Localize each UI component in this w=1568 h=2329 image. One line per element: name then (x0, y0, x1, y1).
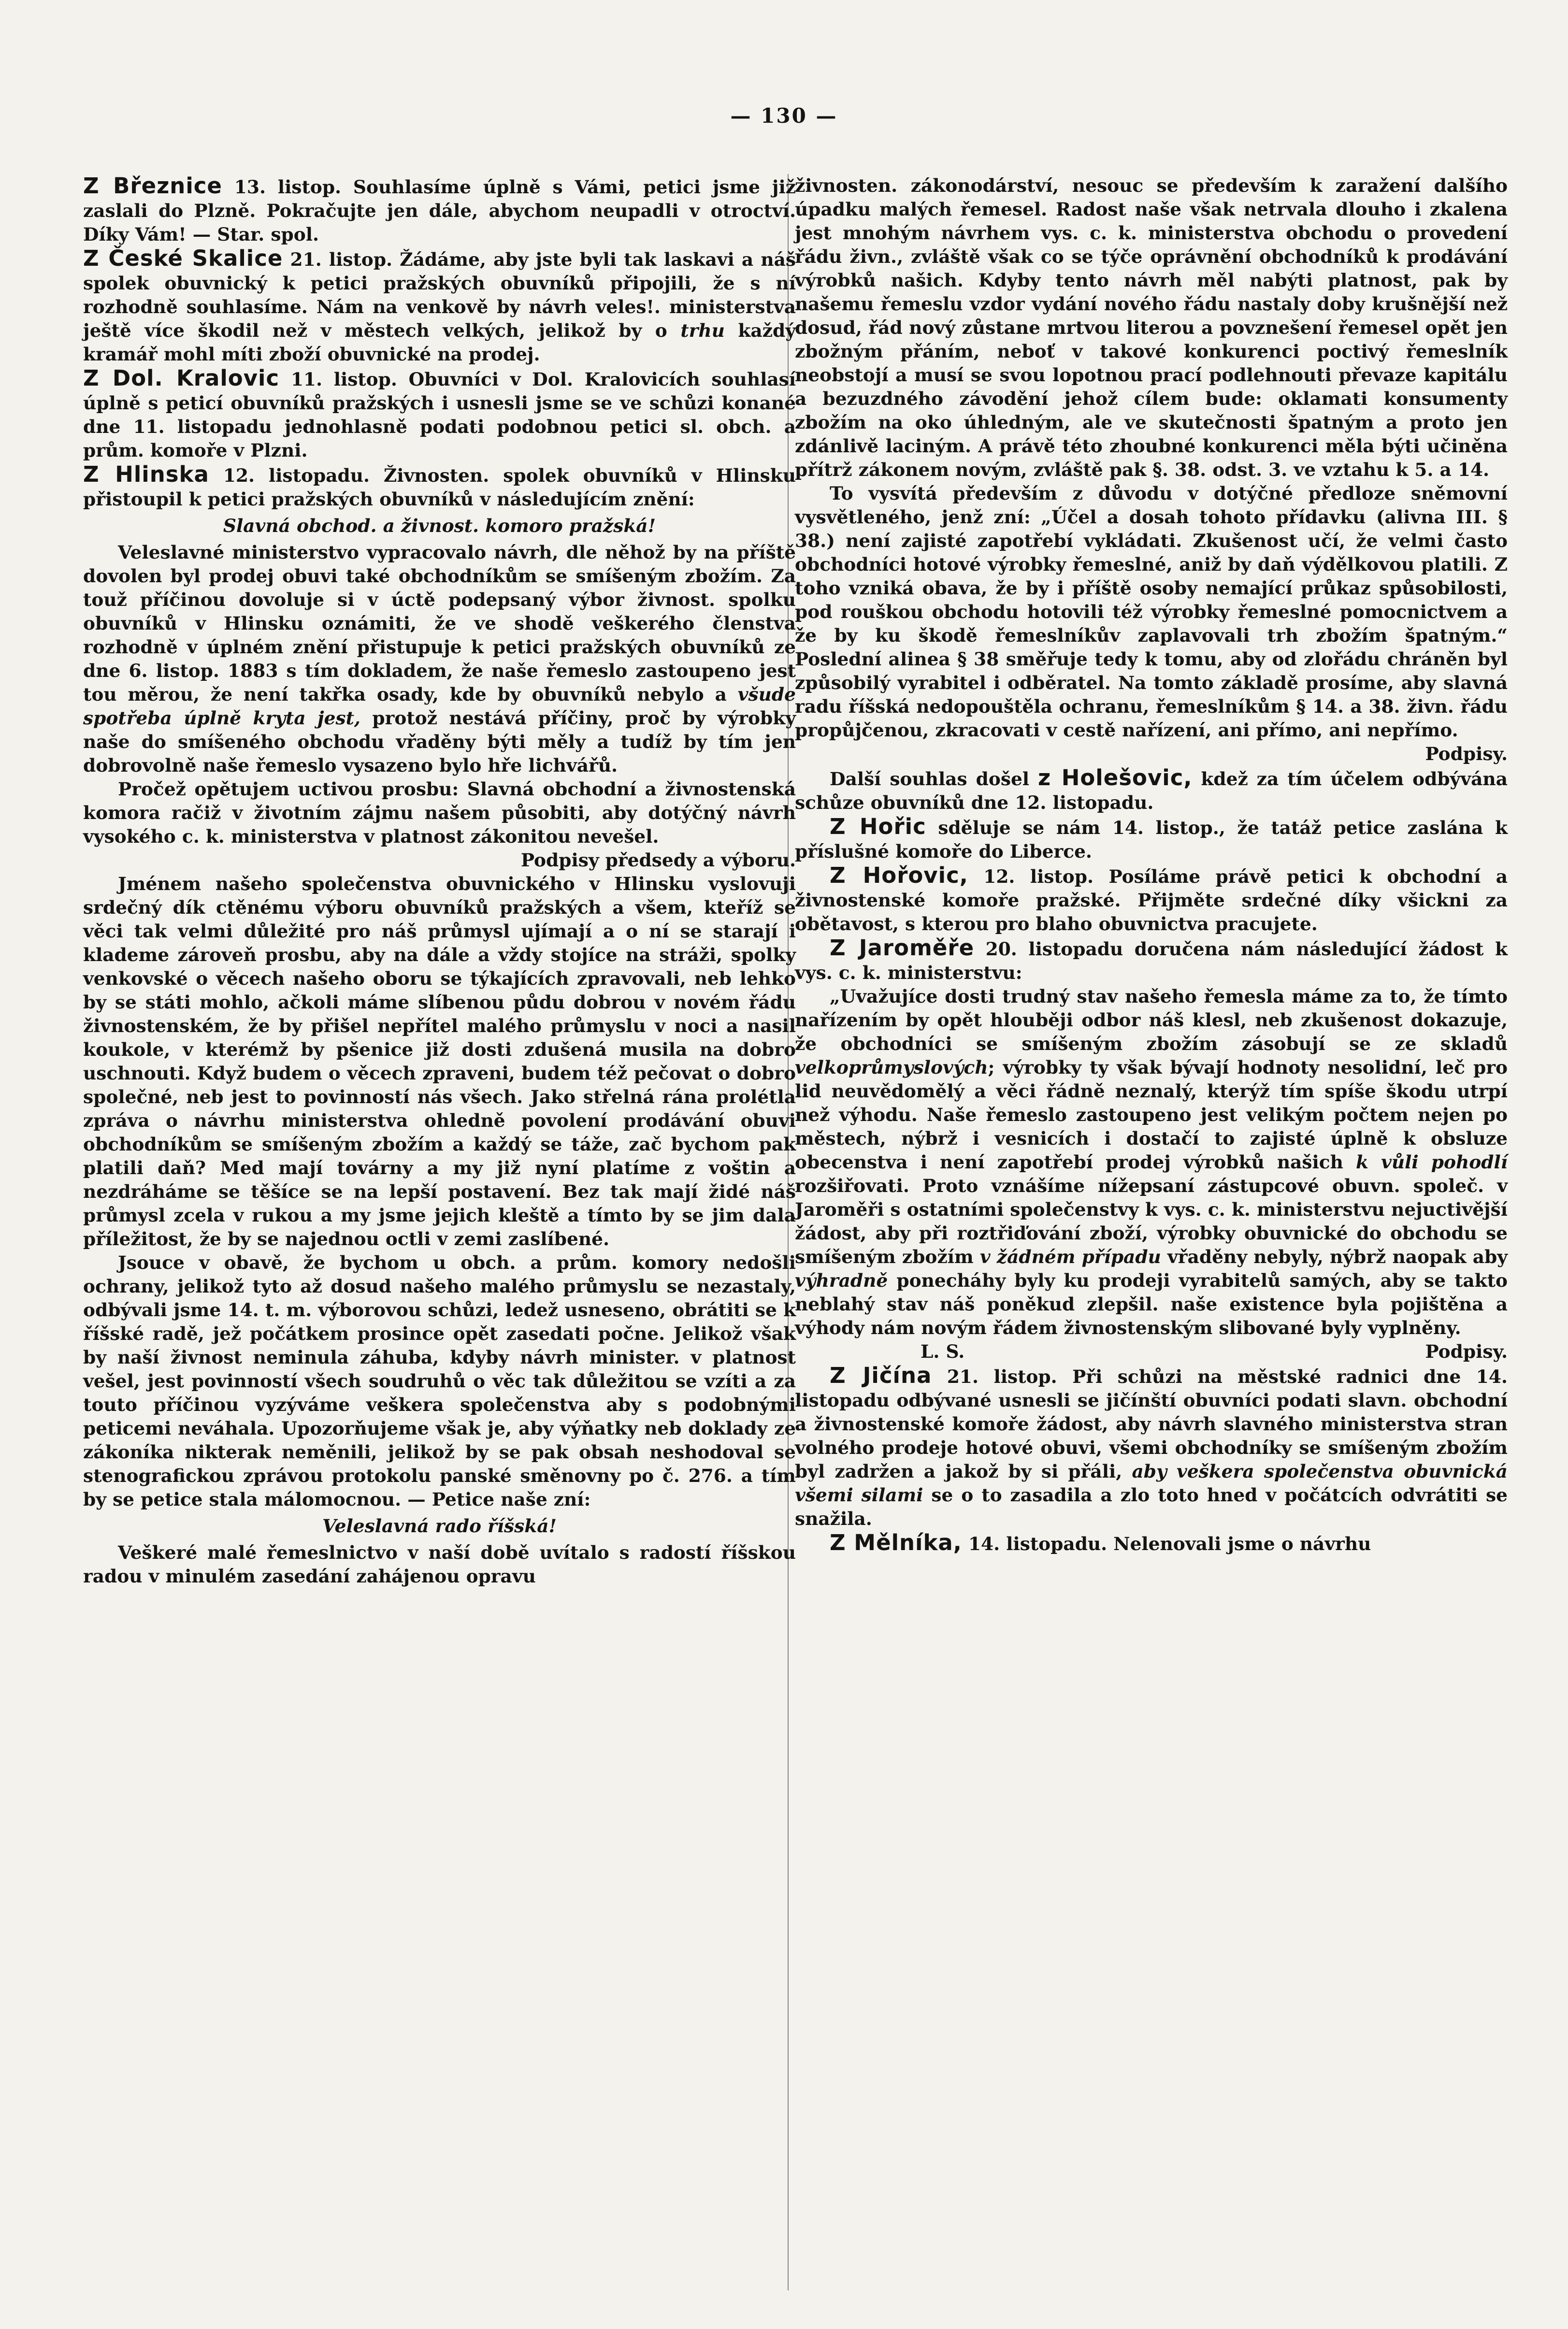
paragraph: živnosten. zákonodárství, nesouc se především k zaražení dalšího úpadku malých řemesel. Radost naše však netrvala dlouho i zkalena jest mnohým návrhem vys. c. k. ministerstva obchodu o provedení řádu živn., zvláště však co se týče oprávnění obchodníků k prodávání výrobků našich. Kdyby tento návrh měl nabýti platnost, pak by našemu řemeslu vzdor vydání nového řádu nastaly doby krušnější než dosud, řád nový zůstane mrtvou literou a povznešení řemesel opět jen zbožným přáním, neboť v takové konkurenci poctivý řemeslník neobstojí a musí se svou lopotnou prací podlehnouti převaze kapitálu a bezuzdného závodění jehož cílem bude: oklamati konsumenty zbožím na oko úhledným, ale ve skutečnosti špatným a proto jen zdánlivě laciným. A právě této zhoubné konkurenci měla býti učiněna přítrž zákonem novým, zvláště pak §. 38. odst. 3. ve vztahu k 5. a 14. (795, 175, 1508, 480)
text: vřaděny nebyly, nýbrž naopak aby (1167, 1246, 1508, 1267)
report-text: 12. listopadu. Živnosten. spolek obuvníků v Hlinsku přistoupil k petici pražských obuvníků v následujícím znění: (83, 465, 796, 510)
signature-line: Podpisy. (1425, 743, 1508, 764)
report-ceska-skalice (83, 246, 796, 366)
report-hlinsko (83, 462, 796, 511)
text: kdež za tím účelem odbývána schůze obuvníků dne 12. listopadu. (795, 768, 1508, 813)
report-dol-kralovice (83, 366, 796, 462)
report-text: 21. listop. Při schůzi na městské radnici dne 14. listopadu odbývané usnesli se jičínští obuvníci podati slavn. obchodní a živnostenské komoře žádost, aby návrh slavného ministerstva stran volného prodeje hotové obuvi, všemi obchodníky se smíšeným zbožím byl zadržen a jakož by si přáli, (795, 1366, 1508, 1482)
report-text: 13. listop. Souhlasíme úplně s Vámi, petici jsme již zaslali do Plzně. Pokračujte jen dále, abychom neupadli v otroctví. Díky Vám! — Star. spol. (83, 176, 796, 245)
page-number: — 130 — (730, 104, 838, 128)
place-heading: Z Hlinska (83, 461, 209, 487)
report-melnik (795, 1531, 1508, 1556)
report-text: sděluje se nám 14. listop., že tatáž petice zaslána k příslušné komoře do Liberce. (795, 817, 1508, 862)
place-heading: Z Mělníka, (830, 1530, 962, 1555)
emphasis: k vůli pohodlí (1356, 1151, 1508, 1173)
seal-signature-line (795, 1340, 1508, 1364)
report-horovice (795, 863, 1508, 936)
report-text: 20. listopadu doručena nám následující žádost k vys. c. k. ministerstvu: (795, 938, 1508, 983)
place-heading: Z České Skalice (83, 245, 283, 271)
paragraph (83, 541, 796, 777)
emphasis: všude spotřeba úplně kryta jest, (83, 684, 796, 729)
report-text: 12. listop. Posíláme právě petici k obchodní a živnostenské komoře pražské. Přijměte srdečné díky všickni za obětavost, s kterou pro blaho obuvnictva pracujete. (795, 866, 1508, 934)
place-heading: Z Hořic (830, 814, 926, 839)
emphasis: výhradně (795, 1270, 888, 1291)
right-column (795, 174, 1508, 1556)
report-text: každý kramář mohl míti zboží obuvnické na prodej. (83, 320, 796, 365)
emphasis: trhu (680, 320, 725, 341)
place-heading: z Holešovic, (1037, 765, 1193, 791)
signature-label: Podpisy. (1425, 1341, 1508, 1362)
text: „Uvažujíce dosti trudný stav našeho řemesla máme za to, že tímto nařízením by opět hlouběji odbor náš klesl, neb zkušenost dokazuje, že obchodníci se smíšeným zbožím zásobují se ze skladů (795, 986, 1508, 1054)
quoted-petition (795, 985, 1508, 1340)
text: protož nestává příčiny, proč by výrobky naše do smíšeného obchodu vřaděny býti měly a tudíž by tím jen dobrovolně naše řemeslo vysazeno bylo hře lichvářů. (83, 707, 796, 776)
place-heading: Z Březnice (83, 173, 222, 199)
report-jicin (795, 1364, 1508, 1531)
salutation: Slavná obchod. a živnost. komoro pražská! (223, 515, 656, 536)
report-holesovice (795, 766, 1508, 815)
text: Veleslavné ministerstvo vypracovalo návrh, dle něhož by na příště dovolen byl prodej obuvi také obchodníkům se smíšeným zbožím. Za touž příčinou dovoluje si v úctě podepsaný výbor živnost. spolku obuvníků v Hlinsku oznámiti, že ve shodě veškerého členstva rozhodně v úplném znění přistupuje k petici pražských obuvníků ze dne 6. listop. 1883 s tím dokladem, že naše řemeslo zastoupeno jest tou měrou, že není takřka osady, kde by obuvníků nebylo a (83, 542, 796, 705)
report-text: 11. listop. Obuvníci v Dol. Kralovicích souhlasí úplně s peticí obuvníků pražských i usnesli jsme se ve schůzi konané dne 11. listopadu jednohlasně podati podobnou petici sl. obch. a prům. komoře v Plzni. (83, 369, 796, 461)
text: ponecháhy byly ku prodeji vyrabitelů samých, aby se takto neblahý stav náš poněkud zlepšil. naše existence byla pojištěna a výhody nám novým řádem živnostenským slibované byly vyplněny. (795, 1270, 1508, 1338)
emphasis: aby veškera společenstva obuvnická všemi silami (795, 1461, 1508, 1506)
salutation: Veleslavná rado říšská! (322, 1515, 557, 1537)
place-heading: Z Dol. Kralovic (83, 365, 280, 391)
emphasis: velkoprůmyslových (795, 1057, 988, 1078)
place-heading: Z Hořovic, (830, 863, 968, 888)
report-horice (795, 815, 1508, 863)
emphasis: v žádném případu (979, 1246, 1161, 1267)
report-jaromer (795, 936, 1508, 985)
report-text: 14. listopadu. Nelenovali jsme o návrhu (968, 1533, 1371, 1554)
paragraph: To vysvítá především z důvodu v dotýčné předloze sněmovní vysvětleného, jenž zní: „Účel a dosah tohoto přídavku (alivna III. § 38.) není zajisté zapotřebí vykládati. Zkušenost učí, že velmi často obchodníci hotové výrobky řemeslné, aniž by daň výdělkovou platili. Z toho vzniká obava, že by i příště osoby nemající průkaz spůsobilosti, pod rouškou obchodu hotovili též výrobky řemeslné pomocnictvem a že by ku škodě řemeslníkův zaplavovali trh zbožím špatným.“ Poslední alinea § 38 směřuje tedy k tomu, aby od zlořádu chráněn byl způsobilý vyrabitel i odběratel. Na tomto základě prosíme, aby slavná radu říšská nedopouštěla ochranu, řemeslníkům § 14. a 38. živn. řádu propůjčenou, zkracovati v cestě nařízení, ani přímo, ani nepřímo. (795, 483, 1508, 741)
text: rozšiřovati. Proto vznášíme nížepsaní zástupcové obuvn. společ. v Jaroměři s ostatními společenstvy k vys. c. k. ministerstvu nejuctivější žádost, aby při roztřiďování zboží, výrobky obuvnické do obchodu se smíšeným zbožím (795, 1175, 1508, 1267)
signature-line: Podpisy předsedy a výboru. (520, 849, 796, 871)
place-heading: Z Jičína (830, 1363, 932, 1388)
paragraph: Jménem našeho společenstva obuvnického v Hlinsku vyslovuji srdečný dík ctěnému výboru obuvníků pražských a všem, kteříž se věci tak velmi důležité pro náš průmysl ujímají a o ní se starají i klademe zároveň prosbu, aby na dále a vždy stojíce na stráži, spolky venkovské o věcech našeho oboru se týkajících zpravovali, neb lehko by se státi mohlo, ačkoli máme slíbenou půdu dobrou v novém řádu živnostenském, že by přišel nepřítel malého průmyslu v noci a nasil koukole, v kterémž by pšenice již dosti zdušená musila na dobro uschnouti. Když budem o věcech zpraveni, budem též pečovat o dobro společné, neb jest to povinností nás všech. Jako střelná rána prolétla zpráva o návrhu ministerstva ohledně povolení prodávání obuvi obchodníkům se smíšeným zbožím a každý se táže, zač bychom pak platili daň? Med mají továrny a my již nyní platíme z voštin a nezdráháme se těšíce se na lepší postavení. Bez tak mají židé náš průmysl zcela v rukou a my jsme jejich kleště a tímto by se jim dala příležitost, že by se najednou octli v zemi zaslíbené. (83, 873, 796, 1250)
text: Pročež opětujem uctivou prosbu: Slavná obchodní a živnostenská komora račiž v životním zájmu našem působiti, aby dotýčný návrh vysokého c. k. ministerstva v platnost zákonitou nevešel. (83, 778, 796, 847)
paragraph (83, 777, 796, 848)
text: ; výrobky ty však bývají hodnoty nesolidní, leč pro lid neuvědomělý a věci řádně neznalý, kterýž tím spíše škodu utrpí než výhodu. Naše řemeslo zastoupeno jest velikým počtem nejen po městech, nýbrž i vesnicích i dostačí to zajisté úplně k obsluze obecenstva i není zapotřebí prodej výrobků našich (795, 1057, 1508, 1173)
text: Další souhlas došel (830, 768, 1030, 790)
report-text: 21. listop. Žádáme, aby jste byli tak laskavi a náš spolek obuvnický k petici pražských obuvníků připojili, že s ní rozhodně souhlasíme. Nám na venkově by návrh veles!. ministerstva ještě více škodil než v městech velkých, jelikož by o (83, 249, 796, 341)
report-breznice (83, 174, 796, 246)
report-text: se o to zasadila a zlo toto hned v počátcích odvrátiti se snažila. (795, 1484, 1508, 1529)
seal-label: L. S. (921, 1341, 965, 1362)
paragraph: Veškeré malé řemeslnictvo v naší době uvítalo s radostí říšskou radou v minulém zasedání zahájenou opravu (83, 1542, 796, 1587)
paragraph: Jsouce v obavě, že bychom u obch. a prům. komory nedošli ochrany, jelikož tyto až dosud našeho malého průmyslu se nezastaly, odbývali jsme 14. t. m. výborovou schůzi, ledež usneseno, obrátiti se k říšské radě, jež počátkem prosince opět zasedati počne. Jelikož však by naší živnost neminula záhuba, kdyby návrh minister. v platnost vešel, jest povinností všech soudruhů o věc tak důležitou se vzíti a za touto příčinou vyzýváme veškera společenstva aby s podobnými peticemi neváhala. Upozorňujeme však je, aby výňatky neb doklady ze zákoníka nikterak neměnili, jelikož by se pak obsah neshodoval se stenografickou zprávou protokolu panské směnovny po č. 276. a tím by se petice stala málomocnou. — Petice naše zní: (83, 1252, 796, 1510)
place-heading: Z Jaroměře (830, 935, 975, 961)
left-column (83, 174, 796, 1588)
